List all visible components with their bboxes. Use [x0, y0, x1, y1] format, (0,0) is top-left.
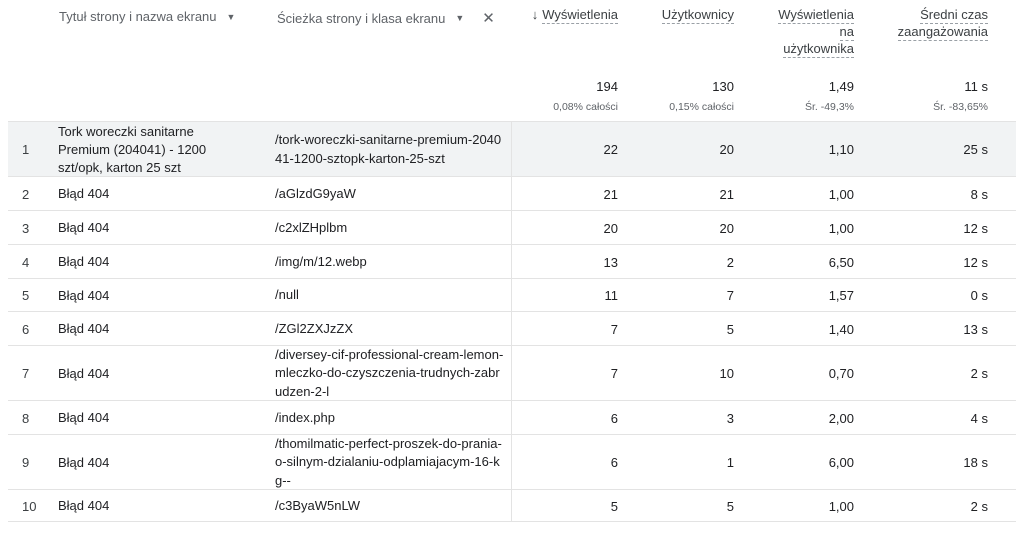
metric-value-cell: 1,00 — [828, 498, 854, 514]
metric-column-header[interactable] — [640, 6, 734, 23]
table-row[interactable] — [8, 345, 1016, 401]
table-row[interactable] — [8, 311, 1016, 346]
metric-total-value: 130 — [712, 79, 734, 94]
table-header — [0, 0, 1024, 121]
page-title-column-label: Tytuł strony i nazwa ekranu — [59, 9, 217, 24]
metric-column-label: użytkownika — [783, 41, 854, 56]
metric-value-cell: 13 — [603, 254, 618, 270]
row-number: 9 — [22, 455, 30, 470]
table-bottom-border — [8, 521, 1016, 522]
metric-value-cell: 4 s — [970, 410, 988, 426]
table-row[interactable] — [8, 434, 1016, 490]
metric-value-cell: 1,10 — [828, 142, 854, 157]
metric-value-cell: 7 — [610, 366, 618, 381]
metric-value-cell: 3 — [726, 410, 734, 426]
metric-value-cell: 6 — [610, 410, 618, 426]
metric-column-header[interactable] — [520, 6, 618, 23]
metric-value-cell: 18 s — [963, 455, 988, 470]
metric-value-cell: 6,00 — [828, 455, 854, 470]
metric-column-header[interactable] — [760, 6, 854, 57]
metric-total-comparison: 0,08% całości — [553, 101, 618, 113]
row-number: 7 — [22, 366, 30, 381]
page-title-cell: Błąd 404 — [58, 498, 110, 513]
metric-value-cell: 5 — [610, 498, 618, 514]
page-path-column-header[interactable] — [277, 9, 495, 27]
metric-value-cell: 7 — [726, 288, 734, 303]
page-title-cell: Błąd 404 — [58, 254, 110, 269]
metric-column-header[interactable] — [880, 6, 988, 40]
column-divider — [511, 121, 512, 521]
page-path-cell: /thomilmatic-perfect-proszek-do-prania-o-silnym-dzialaniu-odplamiajacym-16-kg-- — [275, 435, 502, 488]
page-path-cell: /diversey-cif-professional-cream-lemon-mleczko-do-czyszczenia-trudnych-zabrudzen-2-l — [275, 346, 504, 399]
metric-value-cell: 5 — [726, 498, 734, 514]
metric-value-cell: 6,50 — [828, 254, 854, 270]
metric-value-cell: 21 — [719, 186, 734, 202]
table-row[interactable] — [8, 244, 1016, 279]
metric-column-label: Użytkownicy — [661, 7, 734, 22]
table-row[interactable] — [8, 278, 1016, 312]
metric-column-label: Wyświetlenia — [542, 7, 618, 22]
metric-value-cell: 1,00 — [828, 186, 854, 202]
metric-value-cell: 2 s — [970, 498, 988, 514]
metric-value-cell: 2 s — [970, 366, 988, 381]
metric-value-cell: 20 — [719, 220, 734, 236]
metric-value-cell: 7 — [610, 321, 618, 337]
page-title-cell: Błąd 404 — [58, 410, 110, 425]
metric-value-cell: 0,70 — [828, 366, 854, 381]
caret-down-icon[interactable]: ▼ — [455, 13, 465, 23]
metric-value-cell: 11 — [604, 288, 618, 303]
caret-down-icon[interactable]: ▼ — [226, 11, 236, 22]
metric-value-cell: 25 s — [963, 142, 988, 157]
metric-value-cell: 1,00 — [828, 220, 854, 236]
page-path-cell: /aGlzdG9yaW — [275, 185, 356, 201]
page-path-cell: /tork-woreczki-sanitarne-premium-204041-1200-sztopk-karton-25-szt — [275, 132, 502, 166]
metric-value-cell: 1,57 — [828, 288, 854, 303]
page-path-cell: /c3ByaW5nLW — [275, 497, 361, 513]
metric-value-cell: 2 — [726, 254, 734, 270]
close-icon[interactable]: ✕ — [482, 10, 495, 27]
metric-column-label: na — [839, 24, 854, 39]
metric-total-comparison: 0,15% całości — [669, 101, 734, 113]
page-path-cell: /index.php — [275, 409, 335, 425]
metric-value-cell: 1 — [726, 455, 734, 470]
page-title-cell: Błąd 404 — [58, 220, 110, 235]
metric-total-comparison: Śr. -83,65% — [933, 101, 988, 113]
metric-value-cell: 13 s — [963, 321, 988, 337]
row-number: 8 — [22, 410, 30, 426]
metric-value-cell: 8 s — [970, 186, 988, 202]
metric-total-value: 194 — [596, 79, 618, 94]
metric-total-comparison: Śr. -49,3% — [804, 101, 854, 113]
row-number: 3 — [22, 220, 30, 236]
row-number: 1 — [22, 142, 30, 157]
page-title-cell: Błąd 404 — [58, 287, 110, 303]
metric-total-value: 11 s — [964, 79, 988, 94]
metric-value-cell: 10 — [719, 366, 734, 381]
page-path-cell: /ZGl2ZXJzZX — [275, 320, 354, 336]
metric-value-cell: 2,00 — [828, 410, 854, 426]
page-title-cell: Błąd 404 — [58, 186, 110, 201]
metric-value-cell: 6 — [610, 455, 618, 470]
sort-arrow-down-icon: ↓ — [531, 7, 539, 22]
page-title-cell: Błąd 404 — [58, 454, 110, 470]
page-path-cell: /null — [275, 287, 299, 303]
metric-column-label: zaangażowania — [897, 24, 988, 39]
metric-value-cell: 1,40 — [828, 321, 854, 337]
metric-value-cell: 21 — [603, 186, 618, 202]
metric-value-cell: 12 s — [963, 220, 988, 236]
page-title-cell: Tork woreczki sanitarne Premium (204041) - 1200 szt/opk, karton 25 szt — [58, 123, 207, 175]
table-row[interactable] — [8, 176, 1016, 211]
metric-value-cell: 20 — [719, 142, 734, 157]
metric-value-cell: 20 — [603, 220, 618, 236]
table-row[interactable] — [8, 210, 1016, 245]
page-path-cell: /c2xlZHplbm — [275, 219, 348, 235]
metric-column-label: Średni czas — [920, 7, 988, 22]
table-row[interactable] — [8, 121, 1016, 177]
metric-value-cell: 5 — [726, 321, 734, 337]
page-title-cell: Błąd 404 — [58, 321, 110, 336]
page-title-cell: Błąd 404 — [58, 365, 110, 381]
row-number: 5 — [22, 288, 30, 303]
row-number: 6 — [22, 321, 30, 337]
metric-value-cell: 22 — [603, 142, 618, 157]
page-path-cell: /img/m/12.webp — [275, 253, 367, 269]
row-number: 2 — [22, 186, 30, 202]
metric-column-label: Wyświetlenia — [778, 7, 854, 22]
metric-value-cell: 12 s — [963, 254, 988, 270]
page-title-column-header[interactable] — [59, 9, 235, 24]
row-number: 10 — [22, 498, 37, 514]
table-row[interactable] — [8, 489, 1016, 522]
table-row[interactable] — [8, 400, 1016, 435]
row-number: 4 — [22, 254, 30, 270]
metric-value-cell: 0 s — [970, 288, 988, 303]
page-path-column-label: Ścieżka strony i klasa ekranu — [277, 10, 446, 26]
metric-total-value: 1,49 — [828, 79, 854, 94]
